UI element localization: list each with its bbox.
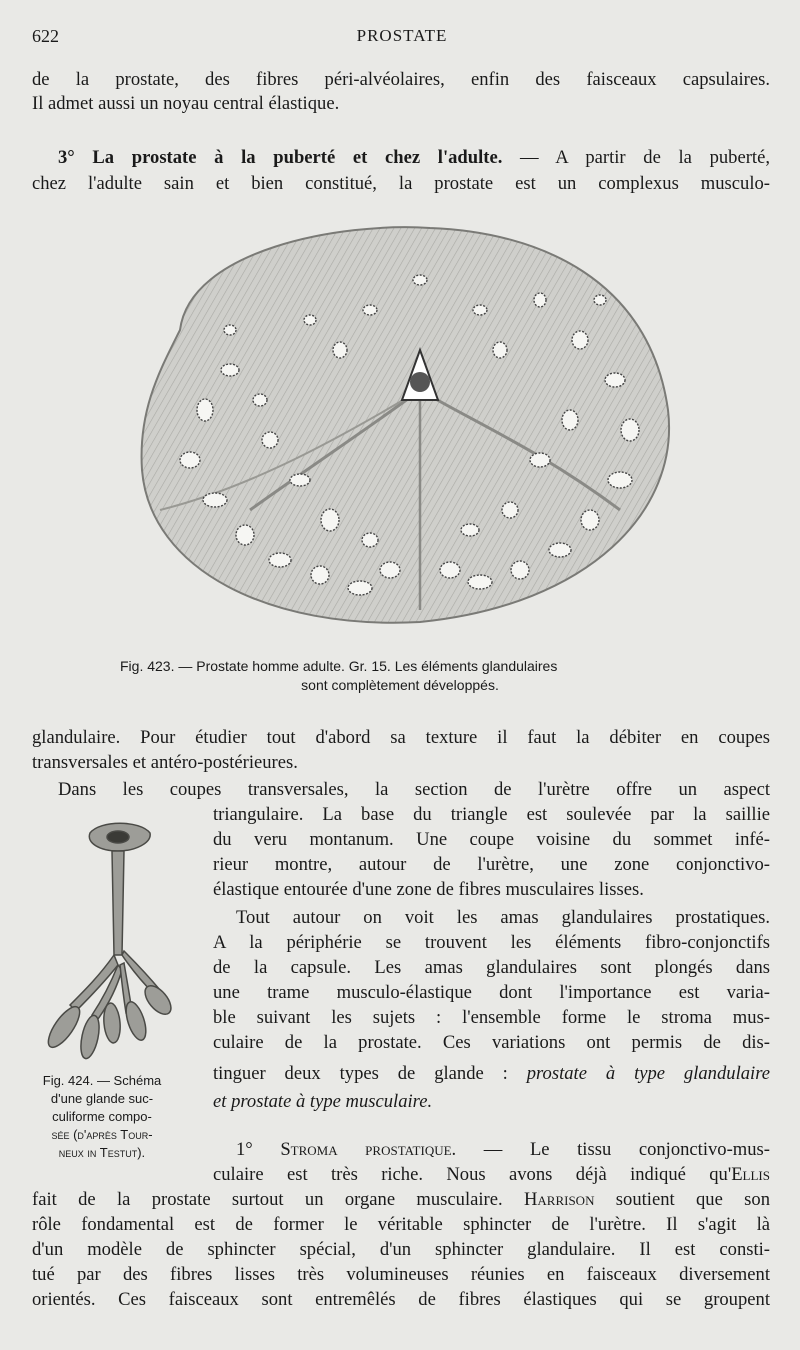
text-line: triangulaire. La base du triangle est soulevée par la saillie bbox=[213, 804, 770, 825]
text-line: chez l'adulte sain et bien constitué, la prostate est un complexus musculo- bbox=[32, 173, 770, 194]
text-line: orientés. Ces faisceaux sont entremêlés de fibres élastiques qui se groupent bbox=[32, 1289, 770, 1310]
figure-424-caption-line: sée (d'après Tour- bbox=[51, 1127, 153, 1142]
text-line: du veru montanum. Une coupe voisine du sommet infé- bbox=[213, 829, 770, 850]
subsection-heading-line: 1° Stroma prostatique. — Le tissu conjonctivo-mus- bbox=[236, 1139, 770, 1160]
text-line: glandulaire. Pour étudier tout d'abord sa texture il faut la débiter en coupes bbox=[32, 727, 770, 748]
figure-424-caption-line: neux in Testut). bbox=[58, 1145, 146, 1160]
text-line: Il admet aussi un noyau central élastique. bbox=[32, 93, 340, 114]
figure-423-caption-line: Fig. 423. — Prostate homme adulte. Gr. 15. Les éléments glandulaires bbox=[120, 658, 558, 674]
text-line: transversales et antéro-postérieures. bbox=[32, 752, 298, 773]
page-number: 622 bbox=[32, 26, 59, 46]
figure-424-caption-line: culiforme compo- bbox=[52, 1109, 152, 1124]
text-line: de la capsule. Les amas glandulaires sont plongés dans bbox=[213, 957, 770, 978]
text-line: tinguer deux types de glande : prostate à type glandulaire bbox=[213, 1063, 771, 1084]
text-line: ble suivant les sujets : l'ensemble forme le stroma mus- bbox=[213, 1007, 770, 1028]
running-header bbox=[32, 26, 772, 52]
text-line: et prostate à type musculaire. bbox=[213, 1091, 433, 1112]
text-line: de la prostate, des fibres péri-alvéolaires, enfin des faisceaux capsulaires. bbox=[32, 69, 770, 90]
figure-423-caption-line: sont complètement développés. bbox=[301, 677, 499, 693]
text-line: d'un modèle de sphincter spécial, d'un sphincter glandulaire. Il est consti- bbox=[32, 1239, 770, 1260]
text-line: élastique entourée d'une zone de fibres musculaires lisses. bbox=[213, 879, 644, 900]
running-title: PROSTATE bbox=[356, 26, 448, 45]
subsection-heading: 1° Stroma prostatique. bbox=[236, 1139, 457, 1160]
text-line: Tout autour on voit les amas glandulaires prostatiques. bbox=[236, 907, 770, 928]
text-line: rôle fondamental est de former le véritable sphincter de l'urètre. Il s'agit là bbox=[32, 1214, 770, 1235]
section-heading: 3° La prostate à la puberté et chez l'adulte. bbox=[58, 147, 503, 168]
figure-424-caption-line: d'une glande suc- bbox=[50, 1091, 154, 1106]
text-line: culaire est très riche. Nous avons déjà indiqué qu'Ellis bbox=[213, 1164, 770, 1185]
text-line: tué par des fibres lisses très volumineuses réunies en faisceaux diversement bbox=[32, 1264, 770, 1285]
text-line: une trame musculo-élastique dont l'importance est varia- bbox=[213, 982, 770, 1003]
section-heading-line: 3° La prostate à la puberté et chez l'adulte. — A partir de la puberté, bbox=[58, 147, 770, 168]
figure-424-caption-line: Fig. 424. — Schéma bbox=[42, 1073, 162, 1088]
text-line: culaire de la prostate. Ces variations ont permis de dis- bbox=[213, 1032, 770, 1053]
text-line: A la périphérie se trouvent les éléments fibro-conjonctifs bbox=[213, 932, 770, 953]
text-line: fait de la prostate surtout un organe musculaire. Harrison soutient que son bbox=[32, 1189, 771, 1210]
figure-424-gland-schema bbox=[40, 815, 180, 1065]
text-line: Dans les coupes transversales, la section de l'urètre offre un aspect bbox=[58, 779, 770, 800]
text-line: rieur montre, autour de l'urètre, une zone conjonctivo- bbox=[213, 854, 770, 875]
figure-423-prostate-section bbox=[120, 210, 690, 635]
